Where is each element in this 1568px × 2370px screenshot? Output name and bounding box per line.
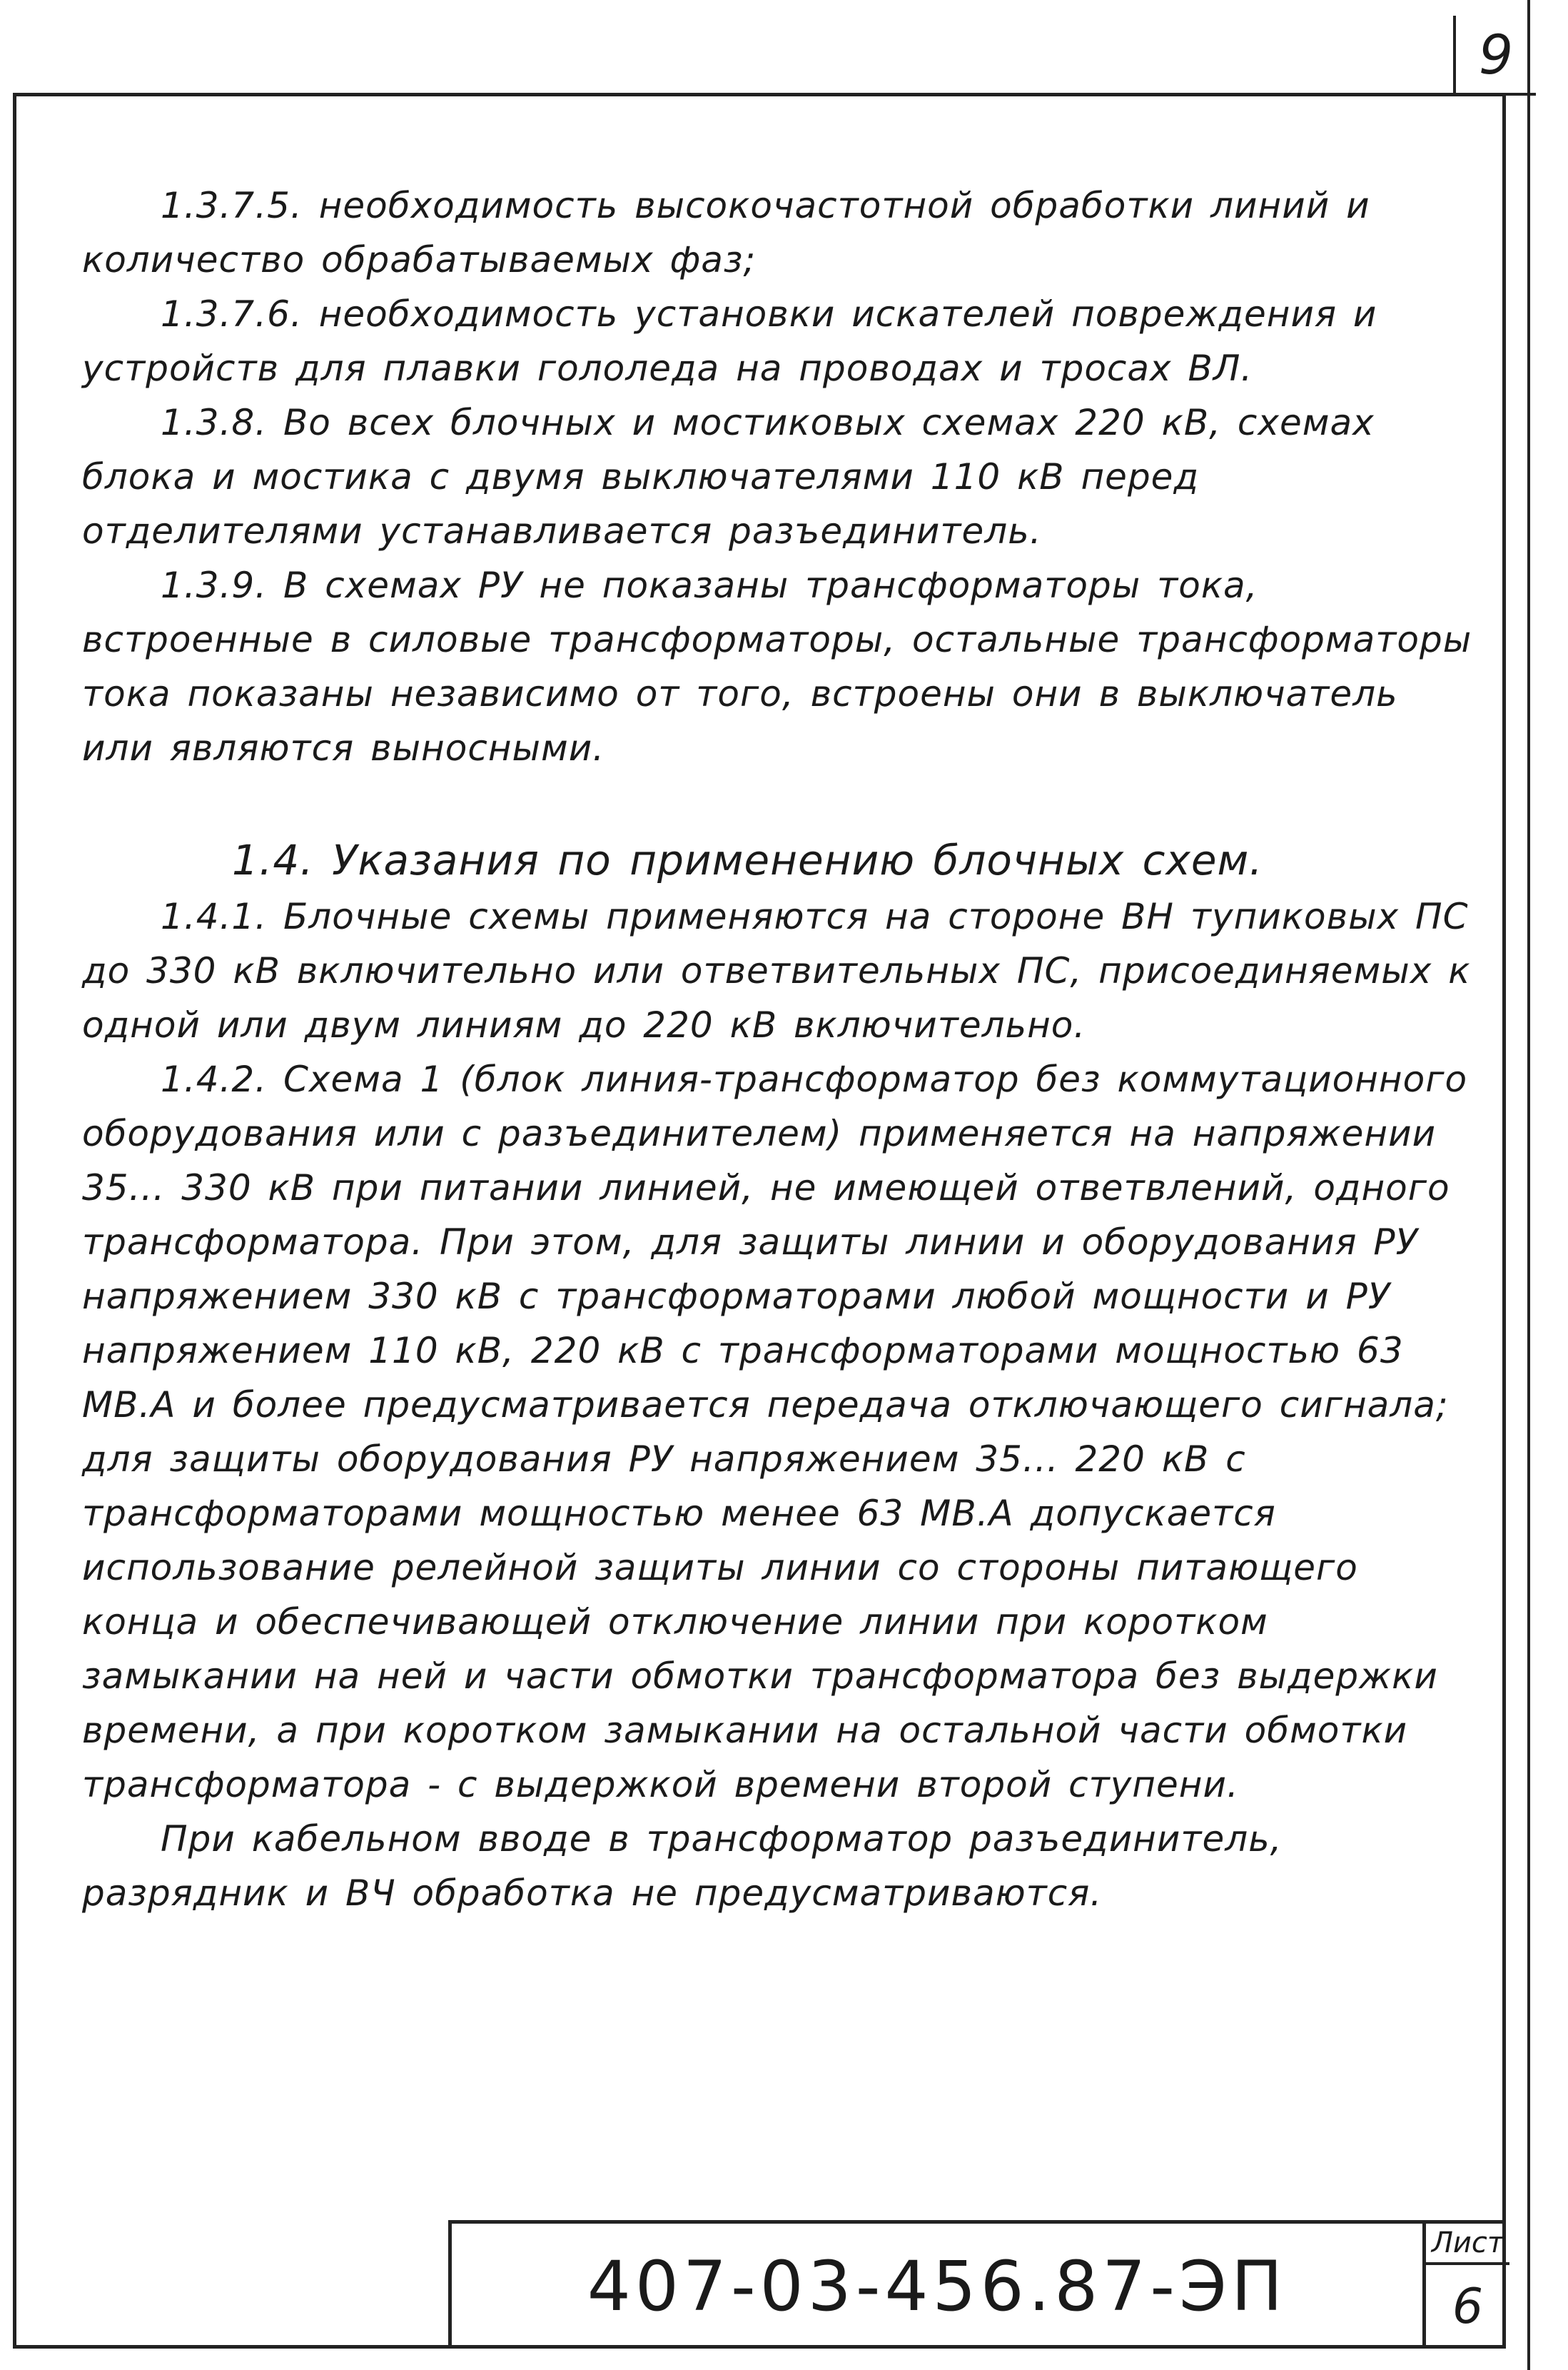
paragraph-1-3-9: 1.3.9. В схемах РУ не показаны трансформаторы тока, встроенные в силовые трансформаторы, остальные трансформаторы тока показаны независимо от того, встроены они в выключатель или являются выносными.: [82, 565, 1472, 769]
paragraph-1-4-2: 1.4.2. Схема 1 (блок линия-трансформатор без коммутационного оборудования или с разъединителем) применяется на напряжении 35... 330 кВ при питании линией, не имеющей ответвлений, одного трансформатора. При этом, для защиты линии и оборудования РУ напряжением 330 кВ с трансформаторами любой мощности и РУ напряжением 110 кВ, 220 кВ с трансформаторами мощностью 63 МВ.А и более предусматривается передача отключающего сигнала; для защиты оборудования РУ напряжением 35... 220 кВ с трансформаторами мощностью менее 63 МВ.А допускается использование релейной защиты линии со стороны питающего конца и обеспечивающей отключение линии при коротком замыкании на ней и части обмотки трансформатора без выдержки времени, а при коротком замыкании на остальной части обмотки трансформатора - с выдержкой времени второй ступени.: [82, 1059, 1468, 1805]
paragraph-cable-input: При кабельном вводе в трансформатор разъединитель, разрядник и ВЧ обработка не предусматриваются.: [82, 1818, 1283, 1914]
section-heading-1-4: 1.4. Указания по применению блочных схем.: [232, 836, 1263, 884]
title-block-stamp: [448, 2220, 1506, 2349]
sheet-number: 6: [1452, 2279, 1484, 2335]
paragraph-1-3-8: 1.3.8. Во всех блочных и мостиковых схемах 220 кВ, схемах блока и мостика с двумя выключателями 110 кВ перед отделителями устанавливается разъединитель.: [82, 402, 1375, 552]
corner-page-number: 9: [1453, 16, 1536, 96]
right-margin-rule: [1527, 0, 1530, 2370]
paragraph-1-4-1: 1.4.1. Блочные схемы применяются на стороне ВН тупиковых ПС до 330 кВ включительно или ответвительных ПС, присоединяемых к одной или двум линиям до 220 кВ включительно.: [82, 896, 1471, 1046]
sheet-cell: [1422, 2224, 1509, 2349]
paragraph-1-3-7-6: 1.3.7.6. необходимость установки искателей повреждения и устройств для плавки гололеда на проводах и тросах ВЛ.: [82, 293, 1377, 389]
document-body: [82, 178, 1481, 1920]
sheet-label: Лист: [1426, 2224, 1509, 2265]
paragraph-1-3-7-5: 1.3.7.5. необходимость высокочастотной обработки линий и количество обрабатываемых фаз;: [82, 185, 1370, 281]
document-code: 407-03-456.87-ЭП: [587, 2246, 1288, 2326]
